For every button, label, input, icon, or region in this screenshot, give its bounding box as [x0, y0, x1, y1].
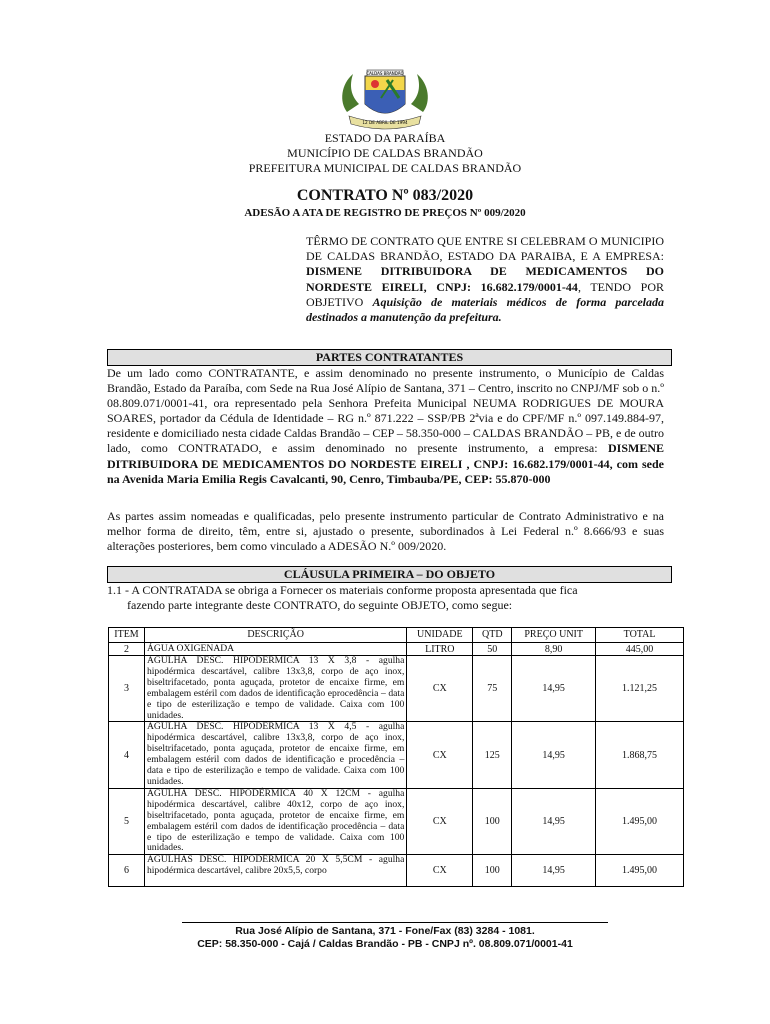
municipal-coat-of-arms: [335, 66, 435, 132]
contract-subtitle: ADESÃO A ATA DE REGISTRO DE PREÇOS Nº 009/2020: [244, 207, 526, 219]
cell-qty: 50: [473, 643, 512, 656]
parties-text: De um lado como CONTRATANTE, e assim denominado no presente instrumento, o Município de Caldas Brandão, Estado da Paraíba, com Sede na Rua José Alípio de Santana, 371 – Centro, inscrito no CNPJ/MF sob o n.º 08.809.071/0001-41, ora representado pela Senhora Prefeita Municipal NEUMA RODRIGUES DE MOURA SOARES, portador da Cédula de Identidade – RG n.º 871.222 – SSP/PB 2ªvia e do CPF/MF n.º 097.149.884-97, residente e domiciliado nesta cidade Caldas Brandão – CEP – 58.350-000 – CALDAS BRANDÃO – PB, e de outro lado, como CONTRATADO, e assim denominado no presente instrumento, a empresa:: [107, 366, 664, 456]
contract-title: CONTRATO Nº 083/2020: [296, 187, 474, 204]
cell-description: AGULHA DESC. HIPODÉRMICA 40 X 12CM - agulha hipodérmica descartável, calibre 40x12, corpo de aço inox, biseltrifacetado, ponta aguçada, protetor de encaixe firme, em embalagem estéril com dados de identificação procedência – data e tipo de esterilização e tempo de validade. Caixa com 100 unidades.: [144, 788, 406, 854]
table-row: [109, 722, 684, 788]
cell-unit: CX: [407, 788, 473, 854]
crest-ribbon-text: 12 DE ABRIL DE 1994: [362, 120, 408, 125]
cell-description: [144, 855, 406, 887]
header-prefecture: PREFEITURA MUNICIPAL DE CALDAS BRANDÃO: [248, 161, 522, 175]
cell-unit: CX: [407, 656, 473, 722]
cell-unit-price: 14,95: [512, 788, 596, 854]
col-unit-price: PREÇO UNIT: [512, 628, 596, 643]
cell-qty: 100: [473, 855, 512, 887]
cell-description-text: AGULHAS DESC. HIPODÉRMICA 20 X 5,5CM - agulha hipodérmica descartável, calibre 20x5,5, corpo: [146, 855, 405, 877]
clause-1-1: [107, 583, 664, 613]
items-table: [108, 627, 684, 887]
cell-total: 445,00: [596, 643, 684, 656]
cell-item: 2: [109, 643, 145, 656]
table-header-row: [109, 628, 684, 643]
cell-qty: 125: [473, 722, 512, 788]
cell-qty: 100: [473, 788, 512, 854]
cell-unit: CX: [407, 722, 473, 788]
cell-total: 1.121,25: [596, 656, 684, 722]
table-row: [109, 788, 684, 854]
crest-top-text: CALDAS BRANDÃO: [366, 71, 404, 76]
table-row: [109, 855, 684, 887]
cell-unit-price: 14,95: [512, 722, 596, 788]
clause-text-continued: fazendo parte integrante deste CONTRATO, do seguinte OBJETO, como segue:: [127, 598, 513, 612]
cell-unit-price: 14,95: [512, 656, 596, 722]
cell-unit-price: 14,95: [512, 855, 596, 887]
preamble-objective: Aquisição de materiais médicos de forma parcelada destinados a manutenção da prefeitura.: [306, 294, 664, 325]
footer-cep-cnpj: CEP: 58.350-000 - Cajá / Caldas Brandão - PB - CNPJ nº. 08.809.071/0001-41: [197, 938, 573, 950]
footer-address: Rua José Alípio de Santana, 371 - Fone/Fax (83) 3284 - 1081.: [235, 925, 535, 937]
col-qty: QTD: [473, 628, 512, 643]
table-row: [109, 656, 684, 722]
parties-company: DISMENE DITRIBUIDORA DE MEDICAMENTOS DO NORDESTE EIRELI , CNPJ: 16.682.179/0001-44, com sede na Avenida Maria Emilia Regis Cavalcanti, 90, Cenro, Timbauba/PE, CEP: 55.870-000: [107, 441, 664, 486]
clause-number: 1.1: [107, 583, 122, 597]
col-description: DESCRIÇÃO: [144, 628, 406, 643]
col-item: ITEM: [109, 628, 145, 643]
cell-description: AGULHA DESC. HIPODERMICA 13 X 3,8 - agulha hipodérmica descartável, calibre 13x3,8, corpo de aço inox, biseltrifacetado, ponta aguçada, protetor de encaixe firme, em embalagem estéril com dados de identificação eprocedência – data e tipo de esterilização e tempo de validade. Caixa com 100 unidades.: [144, 656, 406, 722]
cell-unit: CX: [407, 855, 473, 887]
col-unit: UNIDADE: [407, 628, 473, 643]
header-municipality: MUNICÍPIO DE CALDAS BRANDÃO: [287, 146, 483, 160]
preamble-company: DISMENE DITRIBUIDORA DE MEDICAMENTOS DO NORDESTE EIRELI, CNPJ: 16.682.179/0001-44: [306, 264, 664, 294]
preamble-text: TÊRMO DE CONTRATO QUE ENTRE SI CELEBRAM O MUNICIPIO DE CALDAS BRANDÃO, ESTADO DA PARAIBA, E A EMPRESA:: [306, 234, 664, 264]
section-heading-parties: PARTES CONTRATANTES: [107, 349, 672, 366]
cell-item: 5: [109, 788, 145, 854]
cell-unit: LITRO: [407, 643, 473, 656]
cell-item: 6: [109, 855, 145, 887]
cell-description: ÁGUA OXIGENADA: [144, 643, 406, 656]
cell-total: 1.495,00: [596, 855, 684, 887]
cell-description: AGULHA DESC. HIPODERMICA 13 X 4,5 - agulha hipodérmica descartável, calibre 13x3,8, corpo de aço inox, biseltrifacetado, ponta aguçada, protetor de encaixe firme, em embalagem estéril com dados de identificação e procedência – data e tipo de esterilização e tempo de validade. Caixa com 100 unidades.: [144, 722, 406, 788]
preamble-text-2: , TENDO POR OBJETIVO: [306, 279, 664, 309]
header-state: ESTADO DA PARAÍBA: [324, 131, 446, 145]
col-total: TOTAL: [596, 628, 684, 643]
parties-paragraph: [107, 366, 664, 487]
clause-text: - A CONTRATADA se obriga a Fornecer os materiais conforme proposta apresentada que fica: [122, 583, 578, 597]
footer-divider: [182, 922, 608, 923]
cell-unit-price: 8,90: [512, 643, 596, 656]
cell-item: 4: [109, 722, 145, 788]
table-row: [109, 643, 684, 656]
cell-total: 1.495,00: [596, 788, 684, 854]
cell-item: 3: [109, 656, 145, 722]
cell-qty: 75: [473, 656, 512, 722]
section-heading-clause-one: CLÁUSULA PRIMEIRA – DO OBJETO: [107, 566, 672, 583]
cell-total: 1.868,75: [596, 722, 684, 788]
parties-second-paragraph: As partes assim nomeadas e qualificadas, pelo presente instrumento particular de Contrato Administrativo e na melhor forma de direito, têm, entre si, ajustado o presente, subordinados à Lei Federal n.º 8.666/93 e suas alterações posteriores, bem como vinculado a ADESÃO N.º 009/2020.: [107, 509, 664, 554]
contract-preamble: [306, 234, 664, 325]
